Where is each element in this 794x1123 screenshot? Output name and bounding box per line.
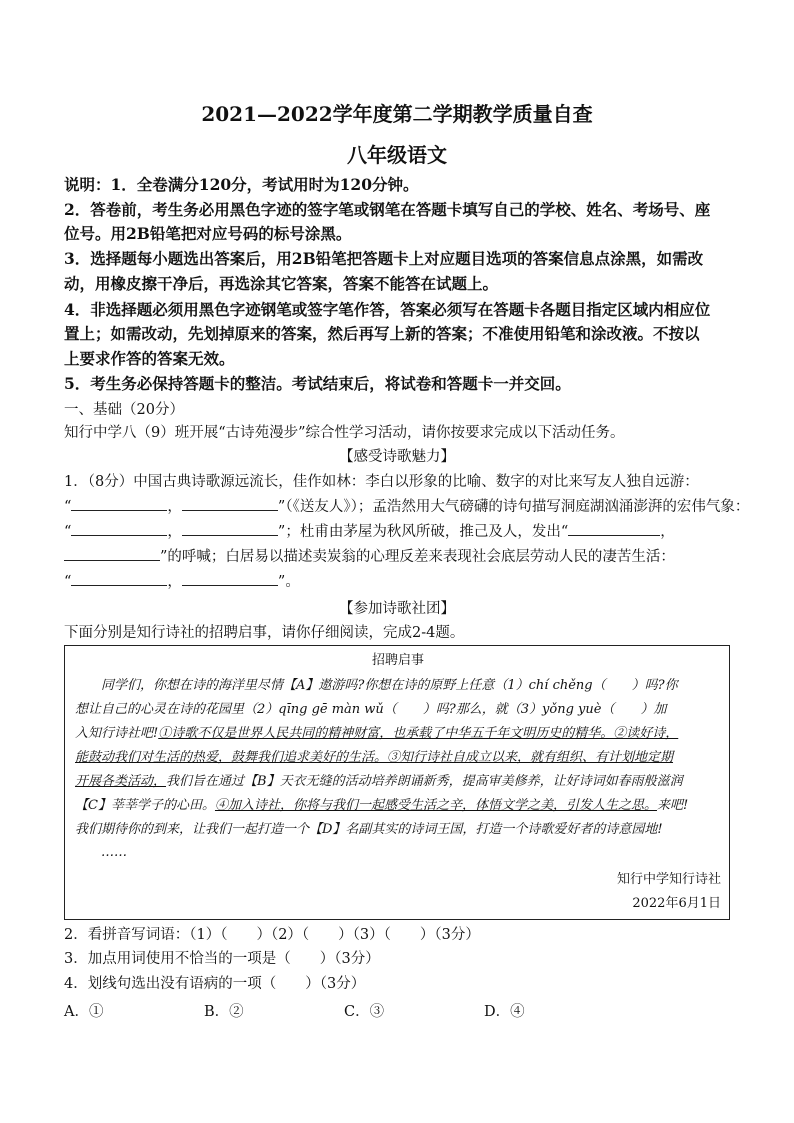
notice-line	[75, 771, 721, 793]
quote-mark: “	[64, 574, 72, 590]
notice-line	[75, 723, 721, 745]
q1-line	[64, 544, 736, 570]
notice-date: 2022年6月1日	[632, 896, 721, 911]
q1-line	[64, 519, 736, 545]
q1-line	[64, 569, 736, 595]
question-2: 2．看拼音写词语：（1）（ ）（2）（ ）（3）（ ）（3分）	[64, 927, 480, 943]
underlined-sentence: 能鼓动我们对生活的热爱，鼓舞我们追求美好的生活。③知行诗社自成立以来，就有组织、有计划地定期	[75, 750, 674, 765]
notice-text: 想让自己的心灵在诗的花园里（2）qīng gē màn wǔ（ ）吗?那么，就（3）yǒng yuè（ ）加	[75, 702, 667, 717]
notice-line	[75, 819, 721, 841]
comma: ，	[167, 524, 182, 540]
subheading-poetry-club: 【参加诗歌社团】	[339, 601, 455, 617]
note-line: 动，用橡皮擦干净后，再选涂其它答案，答案不能答在试题上。	[64, 274, 499, 293]
quote-mark: “	[64, 524, 72, 540]
notice-text: 来吧!	[656, 798, 689, 813]
notice-text: 我们期待你的到来，让我们一起打造一个【D】名副其实的诗词王国，打造一个诗歌爱好者的诗意园地!	[75, 822, 663, 837]
notice-line	[75, 675, 747, 697]
note-line: 5．考生务必保持答题卡的整洁。考试结束后，将试卷和答题卡一并交回。	[64, 374, 571, 393]
notice-text: 我们旨在通过【B】天衣无缝的活动培养朗诵新秀，提高审美修养，让好诗词如春雨般滋润	[166, 774, 683, 789]
subheading-poetry-charm: 【感受诗歌魅力】	[339, 449, 455, 465]
answer-blank[interactable]	[182, 494, 278, 511]
answer-blank[interactable]	[71, 569, 167, 586]
underlined-sentence: 开展各类活动，	[75, 774, 167, 789]
q1-text: ”的呼喊；白居易以描述卖炭翁的心理反差来表现社会底层劳动人民的凄苦生活：	[160, 549, 675, 565]
recruitment-notice	[64, 645, 730, 920]
notice-text: 入知行诗社吧!	[75, 726, 159, 741]
section-heading: 一、基础（20分）	[64, 402, 184, 418]
underlined-sentence: ①诗歌不仅是世界人民共同的精神财富，也承载了中华五千年文明历史的精华。②读好诗，	[158, 726, 679, 741]
option-c[interactable]: C．③	[344, 1004, 385, 1020]
q1-text: ”。	[277, 574, 300, 590]
option-b[interactable]: B．②	[204, 1004, 244, 1020]
answer-blank[interactable]	[71, 519, 167, 536]
answer-blank[interactable]	[64, 544, 160, 561]
question-3: 3．加点用词使用不恰当的一项是（ ）（3分）	[64, 951, 380, 967]
note-line: 置上；如需改动，先划掉原来的答案，然后再写上新的答案；不准使用铅笔和涂改液。不按以	[64, 324, 700, 343]
q1-line: 1．（8分）中国古典诗歌源远流长，佳作如林：李白以形象的比喻、数字的对比来写友人独自远游：	[64, 474, 699, 490]
note-line: 位号。用2B铅笔把对应号码的标号涂黑。	[64, 224, 352, 243]
page-title: 2021—2022学年度第二学期教学质量自查	[201, 102, 593, 126]
note-line: 4．非选择题必须用黑色字迹钢笔或签字笔作答，答案必须写在答题卡各题目指定区域内相应位	[64, 300, 711, 319]
section-intro: 知行中学八（9）班开展“古诗苑漫步”综合性学习活动，请你按要求完成以下活动任务。	[64, 425, 625, 441]
notice-line	[75, 842, 747, 864]
option-d[interactable]: D．④	[484, 1004, 525, 1020]
notice-text: 同学们，你想在诗的海洋里尽情【A】遨游吗?你想在诗的原野上任意（1）chí chěng（ ）吗?你	[101, 678, 678, 693]
answer-blank[interactable]	[182, 569, 278, 586]
ellipsis: ……	[101, 845, 127, 860]
answer-blank[interactable]	[182, 519, 278, 536]
comma: ，	[660, 524, 675, 540]
comma: ，	[167, 499, 182, 515]
notice-text: 【C】莘莘学子的心田。	[75, 798, 215, 813]
page-subtitle: 八年级语文	[347, 143, 447, 167]
notice-signature: 知行中学知行诗社	[616, 872, 721, 887]
comma: ，	[167, 574, 182, 590]
q1-text: ”；杜甫由茅屋为秋风所破，推己及人，发出“	[277, 524, 569, 540]
q1-text: ”（《送友人》）；孟浩然用大气磅礴的诗句描写洞庭湖汹涌澎湃的宏伟气象：	[277, 499, 750, 515]
section-intro-2: 下面分别是知行诗社的招聘启事，请你仔细阅读，完成2-4题。	[64, 625, 465, 641]
note-line: 3．选择题每小题选出答案后，用2B铅笔把答题卡上对应题目选项的答案信息点涂黑，如需改	[64, 249, 704, 268]
answer-blank[interactable]	[568, 519, 660, 536]
notice-title: 招聘启事	[371, 653, 424, 668]
notice-line	[75, 747, 721, 769]
answer-blank[interactable]	[71, 494, 167, 511]
note-line: 说明：1．全卷满分120分，考试用时为120分钟。	[64, 175, 419, 194]
underlined-sentence: ④加入诗社，你将与我们一起感受生活之辛，体悟文学之美，引发人生之思。	[214, 798, 657, 813]
note-line: 2．答卷前，考生务必用黑色字迹的签字笔或钢笔在答题卡填写自己的学校、姓名、考场号、座	[64, 200, 711, 219]
q1-line	[64, 494, 750, 520]
notice-line	[75, 795, 721, 817]
question-4: 4．划线句选出没有语病的一项（ ）（3分）	[64, 976, 366, 992]
notice-line	[75, 699, 721, 721]
option-a[interactable]: A．①	[64, 1004, 104, 1020]
note-line: 上要求作答的答案无效。	[64, 349, 235, 368]
quote-mark: “	[64, 499, 72, 515]
